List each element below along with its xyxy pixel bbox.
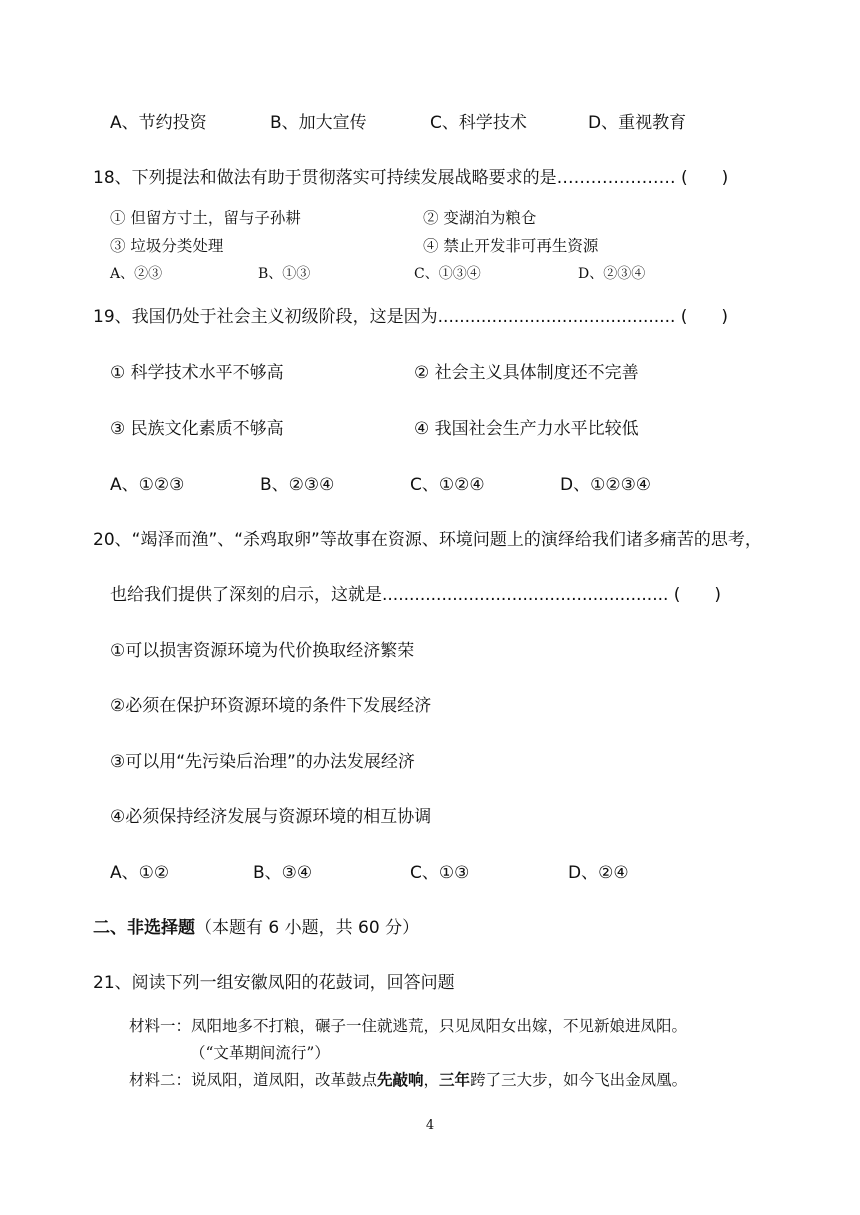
- q20-stem-line2: 也给我们提供了深刻的启示，这就是..................................................... ( ): [110, 585, 722, 605]
- q21-material-2-comma: ，: [423, 1071, 440, 1089]
- section-title: 二、非选择题: [93, 918, 195, 938]
- q21-material-2-bold2: 三年: [439, 1070, 471, 1089]
- q19-option-b: B、②③④: [260, 475, 335, 495]
- q17-option-d: D、重视教育: [588, 113, 687, 133]
- q20-item-4: ④必须保持经济发展与资源环境的相互协调: [110, 807, 432, 827]
- q20-option-c: C、①③: [410, 863, 470, 883]
- q21-material-1: 材料一：凤阳地多不打粮，碾子一住就逃荒，只见凤阳女出嫁，不见新娘进凤阳。: [129, 1017, 688, 1035]
- q18-option-b: B、①③: [258, 266, 311, 282]
- q20-stem-line1: 20、“竭泽而渔”、“杀鸡取卵”等故事在资源、环境问题上的演绎给我们诸多痛苦的思考，: [93, 530, 762, 550]
- section-heading: [93, 917, 419, 939]
- q20-item-3: ③可以用“先污染后治理”的办法发展经济: [110, 752, 415, 772]
- q20-option-a: A、①②: [110, 863, 170, 883]
- q18-option-d: D、②③④: [578, 266, 646, 282]
- q19-option-a: A、①②③: [110, 475, 185, 495]
- q19-item-2: ② 社会主义具体制度还不完善: [414, 363, 639, 383]
- q18-item-2: ② 变湖泊为粮仓: [423, 209, 537, 227]
- q19-option-c: C、①②④: [410, 475, 485, 495]
- q20-option-d: D、②④: [568, 863, 629, 883]
- q21-material-2-bold1: 先敲响: [377, 1070, 424, 1089]
- q21-material-2: [129, 1069, 687, 1091]
- q20-option-b: B、③④: [253, 863, 313, 883]
- q18-item-3: ③ 垃圾分类处理: [110, 237, 224, 255]
- q19-item-3: ③ 民族文化素质不够高: [110, 419, 284, 439]
- q17-option-b: B、加大宣传: [270, 113, 367, 133]
- q18-option-c: C、①③④: [414, 266, 481, 282]
- q21-material-2-part1: 材料二：说凤阳，道凤阳，改革鼓点: [129, 1071, 378, 1089]
- q18-item-1: ① 但留方寸土，留与子孙耕: [110, 209, 301, 227]
- q21-material-1-note: （“文革期间流行”）: [190, 1044, 330, 1062]
- q19-option-d: D、①②③④: [560, 475, 652, 495]
- q20-item-1: ①可以损害资源环境为代价换取经济繁荣: [110, 641, 415, 661]
- q19-item-4: ④ 我国社会生产力水平比较低: [414, 419, 639, 439]
- q18-item-4: ④ 禁止开发非可再生资源: [423, 237, 599, 255]
- q20-item-2: ②必须在保护环资源环境的条件下发展经济: [110, 696, 432, 716]
- q18-stem: 18、下列提法和做法有助于贯彻落实可持续发展战略要求的是………………… ( ): [93, 168, 729, 188]
- q21-material-2-part2: 跨了三大步，如今飞出金凤凰。: [470, 1071, 688, 1089]
- q19-item-1: ① 科学技术水平不够高: [110, 363, 284, 383]
- q17-option-c: C、科学技术: [430, 113, 527, 133]
- section-note: （本题有 6 小题，共 60 分）: [195, 918, 420, 938]
- q21-stem: 21、阅读下列一组安徽凤阳的花鼓词，回答问题: [93, 973, 455, 993]
- page-number: 4: [425, 1118, 435, 1133]
- q18-option-a: A、②③: [110, 266, 163, 282]
- q19-stem: 19、我国仍处于社会主义初级阶段，这是因为............................................ ( ): [93, 307, 729, 327]
- q17-option-a: A、节约投资: [110, 113, 207, 133]
